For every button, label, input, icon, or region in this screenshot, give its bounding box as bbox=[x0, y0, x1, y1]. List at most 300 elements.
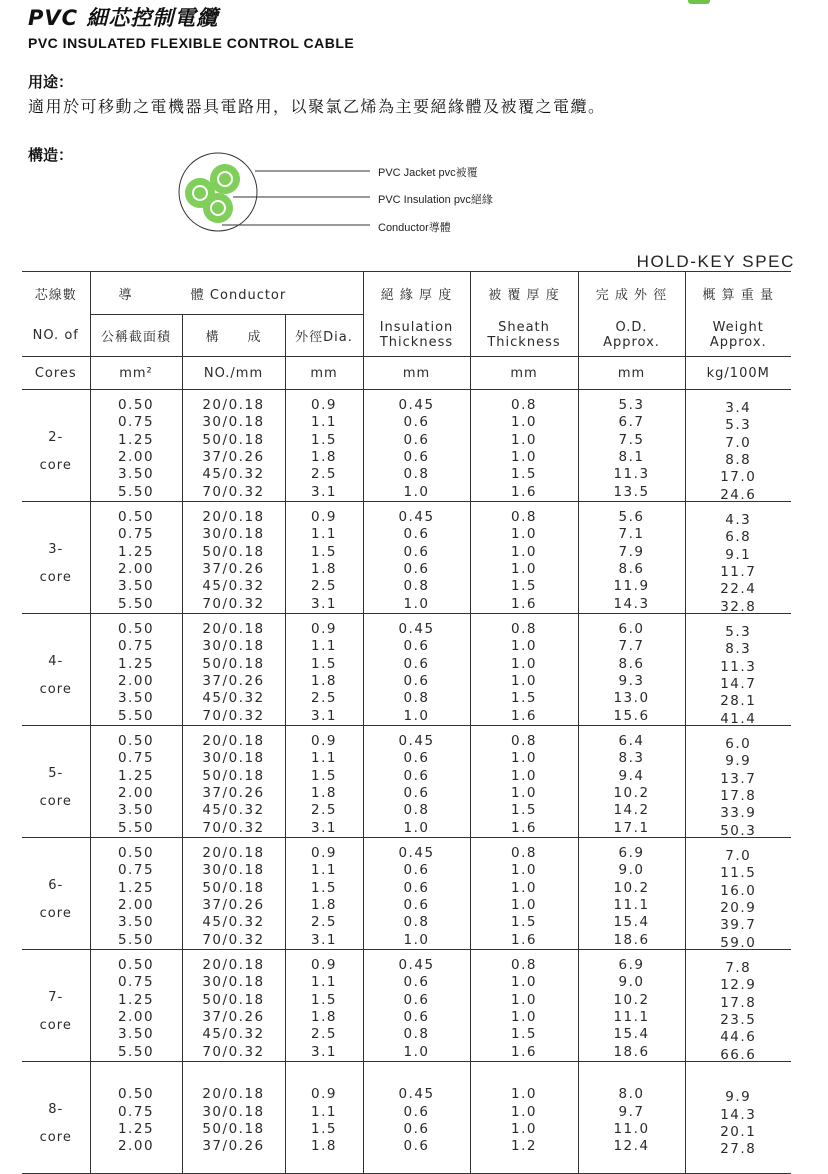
comp-value: 45/0.32 bbox=[202, 914, 265, 931]
weight-value: 13.7 bbox=[720, 770, 757, 787]
ins-value: 1.0 bbox=[403, 931, 430, 948]
comp-value: 70/0.32 bbox=[202, 483, 265, 500]
dia-value: 1.5 bbox=[311, 543, 337, 560]
sheath-value: 1.2 bbox=[511, 1138, 537, 1155]
weight-cell bbox=[685, 502, 791, 614]
weight-value: 8.8 bbox=[725, 452, 752, 468]
hdr-weight-en2: Approx. bbox=[709, 335, 767, 351]
ins-value: 0.6 bbox=[403, 1121, 430, 1137]
od-value: 6.7 bbox=[618, 414, 645, 431]
comp-value: 30/0.18 bbox=[202, 526, 265, 543]
sheath-value: 1.6 bbox=[511, 595, 537, 612]
weight-cell bbox=[685, 838, 791, 950]
size-value: 2.00 bbox=[117, 673, 155, 689]
weight-value: 17.8 bbox=[720, 994, 757, 1011]
weight-value: 9.1 bbox=[725, 546, 752, 563]
weight-value: 39.7 bbox=[720, 917, 757, 934]
size-value: 0.75 bbox=[117, 414, 155, 431]
core-3 bbox=[203, 193, 233, 223]
ins-value: 0.8 bbox=[403, 914, 430, 931]
comp-value: 20/0.18 bbox=[202, 509, 265, 526]
comp-value: 50/0.18 bbox=[202, 879, 265, 896]
ins-value: 0.6 bbox=[403, 897, 430, 913]
ins-value: 0.8 bbox=[403, 690, 430, 707]
od-value: 13.5 bbox=[613, 483, 650, 500]
od-cell bbox=[578, 502, 685, 614]
od-value: 10.2 bbox=[613, 879, 650, 896]
weight-value: 27.8 bbox=[720, 1141, 757, 1158]
ins-value: 0.6 bbox=[403, 785, 430, 801]
sheath-value: 0.8 bbox=[511, 397, 537, 414]
weight-value: 16.0 bbox=[720, 882, 757, 899]
header-row-1 bbox=[22, 272, 791, 315]
cores-cell bbox=[22, 950, 90, 1062]
dia-value: 1.5 bbox=[311, 767, 337, 784]
size-value: 1.25 bbox=[117, 1121, 155, 1137]
od-value: 18.6 bbox=[613, 931, 650, 948]
size-value: 5.50 bbox=[117, 931, 155, 948]
sheath-value: 1.5 bbox=[511, 1026, 537, 1043]
weight-value: 7.0 bbox=[725, 434, 752, 451]
comp-value: 37/0.26 bbox=[202, 561, 265, 577]
sheath-value: 1.0 bbox=[511, 785, 537, 801]
sheath-value: 1.5 bbox=[511, 578, 537, 595]
od-value: 7.7 bbox=[618, 638, 645, 655]
sheath-value: 1.5 bbox=[511, 914, 537, 931]
unit-cores: Cores bbox=[22, 357, 90, 390]
weight-cell bbox=[685, 614, 791, 726]
ins-value: 0.6 bbox=[403, 638, 430, 655]
weight-value: 44.6 bbox=[720, 1029, 757, 1046]
brand-label: HOLD-KEY SPEC bbox=[636, 252, 795, 271]
weight-cell bbox=[685, 390, 791, 502]
hdr-finish-en bbox=[578, 315, 685, 357]
comp-cell bbox=[182, 1062, 285, 1174]
weight-value: 11.3 bbox=[720, 658, 757, 675]
od-value: 9.0 bbox=[618, 862, 645, 879]
weight-value: 66.6 bbox=[720, 1046, 757, 1063]
sheath-value: 0.8 bbox=[511, 733, 537, 750]
hdr-finish-en1: O.D. bbox=[615, 320, 648, 336]
comp-value: 45/0.32 bbox=[202, 466, 265, 483]
dia-value: 1.8 bbox=[311, 897, 337, 913]
size-value: 1.25 bbox=[117, 991, 155, 1008]
weight-value: 41.4 bbox=[720, 710, 757, 727]
od-value: 8.3 bbox=[618, 750, 645, 767]
od-value: 11.1 bbox=[613, 897, 650, 913]
weight-value: 5.3 bbox=[725, 624, 752, 641]
weight-value: 4.3 bbox=[725, 512, 752, 529]
od-cell bbox=[578, 614, 685, 726]
size-value: 1.25 bbox=[117, 431, 155, 448]
sheath-value: 0.8 bbox=[511, 621, 537, 638]
callout-jacket: PVC Jacket pvc被覆 bbox=[378, 167, 478, 179]
comp-cell bbox=[182, 614, 285, 726]
cores-cell bbox=[22, 502, 90, 614]
dia-value: 3.1 bbox=[311, 483, 337, 500]
hdr-finish-en2: Approx. bbox=[603, 335, 660, 351]
weight-value: 20.9 bbox=[720, 900, 757, 916]
unit-composition: NO./mm bbox=[182, 357, 285, 390]
cores-number: 6- bbox=[48, 878, 64, 893]
hdr-cores-en: NO. of bbox=[32, 327, 79, 343]
cores-label: core bbox=[39, 1130, 72, 1145]
ins-value: 1.0 bbox=[403, 595, 430, 612]
dia-cell bbox=[285, 614, 363, 726]
comp-value: 70/0.32 bbox=[202, 595, 265, 612]
hdr-cores-zh: 芯線數 bbox=[34, 287, 77, 303]
dia-value: 0.9 bbox=[311, 845, 337, 862]
dia-value: 1.8 bbox=[311, 561, 337, 577]
hdr-conductor-zh: 導 bbox=[118, 287, 133, 303]
sheath-value: 1.0 bbox=[511, 750, 537, 767]
size-value: 0.75 bbox=[117, 862, 155, 879]
comp-cell bbox=[182, 390, 285, 502]
od-value: 6.9 bbox=[618, 957, 645, 974]
dia-value: 0.9 bbox=[311, 957, 337, 974]
size-value: 0.50 bbox=[117, 733, 155, 750]
dia-value: 1.1 bbox=[311, 862, 337, 879]
callout-insulation: PVC Insulation pvc絕緣 bbox=[378, 194, 493, 206]
cores-number: 4- bbox=[48, 654, 64, 669]
size-value: 0.50 bbox=[117, 1086, 155, 1103]
od-value: 5.3 bbox=[618, 397, 645, 414]
ins-value: 0.6 bbox=[403, 673, 430, 689]
size-value: 2.00 bbox=[117, 785, 155, 801]
dia-value: 1.5 bbox=[311, 1121, 337, 1137]
hdr-sheath-zh: 被 覆 厚 度 bbox=[470, 272, 578, 315]
usage-label: 用途： bbox=[28, 73, 74, 91]
comp-value: 20/0.18 bbox=[202, 733, 265, 750]
ins-value: 0.45 bbox=[398, 397, 435, 414]
cores-cell bbox=[22, 1062, 90, 1174]
core-2 bbox=[210, 164, 240, 194]
comp-value: 30/0.18 bbox=[202, 1103, 265, 1120]
weight-cell bbox=[685, 950, 791, 1062]
size-value: 5.50 bbox=[117, 483, 155, 500]
comp-value: 30/0.18 bbox=[202, 414, 265, 431]
sheath-value: 1.0 bbox=[511, 991, 537, 1008]
ins-value: 0.6 bbox=[403, 561, 430, 577]
od-value: 15.4 bbox=[613, 1026, 650, 1043]
sheath-value: 1.0 bbox=[511, 974, 537, 991]
sheath-value: 1.5 bbox=[511, 690, 537, 707]
callout-conductor: Conductor導體 bbox=[378, 222, 451, 234]
sheath-cell bbox=[470, 726, 578, 838]
comp-value: 50/0.18 bbox=[202, 543, 265, 560]
size-cell bbox=[90, 614, 182, 726]
sheath-value: 1.6 bbox=[511, 1043, 537, 1060]
sheath-value: 0.8 bbox=[511, 845, 537, 862]
weight-value: 11.5 bbox=[720, 865, 757, 882]
od-value: 6.0 bbox=[618, 621, 645, 638]
od-value: 7.9 bbox=[618, 543, 645, 560]
weight-value: 5.3 bbox=[725, 417, 752, 434]
cores-number: 5- bbox=[48, 766, 64, 781]
unit-sheath: mm bbox=[470, 357, 578, 390]
dia-value: 1.5 bbox=[311, 991, 337, 1008]
sheath-value: 1.0 bbox=[511, 561, 537, 577]
dia-value: 1.5 bbox=[311, 431, 337, 448]
hdr-ins-en1: Insulation bbox=[379, 320, 454, 336]
comp-value: 45/0.32 bbox=[202, 690, 265, 707]
od-value: 9.7 bbox=[618, 1103, 645, 1120]
size-value: 0.50 bbox=[117, 621, 155, 638]
dia-value: 1.8 bbox=[311, 1009, 337, 1025]
cores-number: 8- bbox=[48, 1102, 64, 1117]
ins-value: 0.45 bbox=[398, 733, 435, 750]
comp-value: 20/0.18 bbox=[202, 845, 265, 862]
cores-label: core bbox=[39, 794, 72, 809]
sheath-value: 1.0 bbox=[511, 526, 537, 543]
size-value: 0.50 bbox=[117, 397, 155, 414]
hdr-sheath-en bbox=[470, 315, 578, 357]
dia-value: 1.1 bbox=[311, 638, 337, 655]
ins-value: 1.0 bbox=[403, 1043, 430, 1060]
ins-value: 1.0 bbox=[403, 819, 430, 836]
dia-value: 3.1 bbox=[311, 595, 337, 612]
ins-value: 0.45 bbox=[398, 1086, 435, 1103]
cores-cell bbox=[22, 390, 90, 502]
size-value: 2.00 bbox=[117, 561, 155, 577]
od-value: 13.0 bbox=[613, 690, 650, 707]
dia-value: 1.8 bbox=[311, 1138, 337, 1155]
ins-value: 0.6 bbox=[403, 991, 430, 1008]
weight-value: 7.0 bbox=[725, 848, 752, 865]
structure-label: 構造： bbox=[28, 146, 74, 164]
dia-value: 0.9 bbox=[311, 733, 337, 750]
sheath-cell bbox=[470, 838, 578, 950]
size-value: 0.75 bbox=[117, 526, 155, 543]
ins-value: 0.6 bbox=[403, 655, 430, 672]
dia-value: 1.8 bbox=[311, 785, 337, 801]
weight-value: 59.0 bbox=[720, 934, 757, 951]
weight-value: 33.9 bbox=[720, 805, 757, 822]
ins-value: 0.6 bbox=[403, 879, 430, 896]
size-value: 3.50 bbox=[117, 466, 155, 483]
ins-cell bbox=[363, 502, 470, 614]
comp-value: 30/0.18 bbox=[202, 750, 265, 767]
cores-cell bbox=[22, 726, 90, 838]
sheath-value: 1.0 bbox=[511, 655, 537, 672]
dia-value: 2.5 bbox=[311, 466, 337, 483]
ins-value: 0.6 bbox=[403, 862, 430, 879]
ins-value: 0.6 bbox=[403, 431, 430, 448]
od-value: 11.3 bbox=[613, 466, 650, 483]
sheath-cell bbox=[470, 614, 578, 726]
od-value: 14.2 bbox=[613, 802, 650, 819]
sheath-cell bbox=[470, 502, 578, 614]
ins-value: 0.45 bbox=[398, 621, 435, 638]
comp-value: 45/0.32 bbox=[202, 578, 265, 595]
comp-cell bbox=[182, 950, 285, 1062]
dia-value: 2.5 bbox=[311, 690, 337, 707]
sheath-value: 1.0 bbox=[511, 1086, 537, 1103]
dia-value: 1.1 bbox=[311, 750, 337, 767]
ins-value: 0.6 bbox=[403, 543, 430, 560]
usage-text: 適用於可移動之電機器具電路用，以聚氯乙烯為主要絕緣體及被覆之電纜。 bbox=[28, 97, 606, 116]
size-value: 3.50 bbox=[117, 802, 155, 819]
dia-value: 1.5 bbox=[311, 655, 337, 672]
sheath-value: 1.6 bbox=[511, 931, 537, 948]
size-value: 0.75 bbox=[117, 750, 155, 767]
od-value: 9.0 bbox=[618, 974, 645, 991]
sheath-value: 0.8 bbox=[511, 509, 537, 526]
comp-value: 20/0.18 bbox=[202, 397, 265, 414]
sheath-value: 1.0 bbox=[511, 431, 537, 448]
ins-value: 0.6 bbox=[403, 750, 430, 767]
ins-value: 0.6 bbox=[403, 449, 430, 465]
od-value: 17.1 bbox=[613, 819, 650, 836]
weight-value: 24.6 bbox=[720, 486, 757, 503]
core-group-row bbox=[22, 950, 791, 1062]
dia-cell bbox=[285, 502, 363, 614]
hdr-od-dia: 外徑Dia. bbox=[285, 315, 363, 357]
size-value: 0.75 bbox=[117, 974, 155, 991]
dia-value: 0.9 bbox=[311, 509, 337, 526]
weight-value: 23.5 bbox=[720, 1012, 757, 1028]
od-value: 7.5 bbox=[618, 431, 645, 448]
od-cell bbox=[578, 838, 685, 950]
ins-cell bbox=[363, 390, 470, 502]
cores-label: core bbox=[39, 458, 72, 473]
sheath-value: 1.0 bbox=[511, 1121, 537, 1137]
sheath-cell bbox=[470, 1062, 578, 1174]
weight-value: 6.0 bbox=[725, 736, 752, 753]
sheath-cell bbox=[470, 390, 578, 502]
sheath-value: 1.6 bbox=[511, 707, 537, 724]
ins-value: 0.45 bbox=[398, 845, 435, 862]
size-value: 2.00 bbox=[117, 1009, 155, 1025]
size-value: 2.00 bbox=[117, 1138, 155, 1155]
accent-mark bbox=[688, 0, 710, 4]
size-value: 5.50 bbox=[117, 707, 155, 724]
core-group-row bbox=[22, 838, 791, 950]
hdr-weight-zh: 概 算 重 量 bbox=[685, 272, 791, 315]
weight-cell bbox=[685, 726, 791, 838]
ins-value: 0.6 bbox=[403, 974, 430, 991]
od-value: 15.4 bbox=[613, 914, 650, 931]
cores-label: core bbox=[39, 1018, 72, 1033]
comp-value: 37/0.26 bbox=[202, 897, 265, 913]
od-value: 14.3 bbox=[613, 595, 650, 612]
od-cell bbox=[578, 1062, 685, 1174]
cores-label: core bbox=[39, 682, 72, 697]
comp-cell bbox=[182, 502, 285, 614]
comp-value: 70/0.32 bbox=[202, 707, 265, 724]
ins-value: 0.6 bbox=[403, 526, 430, 543]
od-value: 11.0 bbox=[613, 1121, 650, 1137]
dia-value: 2.5 bbox=[311, 578, 337, 595]
ins-value: 0.45 bbox=[398, 509, 435, 526]
comp-value: 37/0.26 bbox=[202, 785, 265, 801]
comp-value: 70/0.32 bbox=[202, 819, 265, 836]
dia-value: 1.1 bbox=[311, 1103, 337, 1120]
cores-number: 2- bbox=[48, 430, 64, 445]
dia-value: 0.9 bbox=[311, 1086, 337, 1103]
core-group-row bbox=[22, 614, 791, 726]
comp-value: 37/0.26 bbox=[202, 1138, 265, 1155]
page-subtitle: PVC INSULATED FLEXIBLE CONTROL CABLE bbox=[28, 35, 355, 51]
od-value: 8.6 bbox=[618, 561, 645, 577]
weight-value: 50.3 bbox=[720, 822, 757, 839]
weight-value: 6.8 bbox=[725, 529, 752, 546]
comp-value: 50/0.18 bbox=[202, 655, 265, 672]
od-value: 12.4 bbox=[613, 1138, 650, 1155]
sheath-value: 1.0 bbox=[511, 449, 537, 465]
page-title: PVC 細芯控制電纜 bbox=[28, 6, 219, 30]
od-value: 8.6 bbox=[618, 655, 645, 672]
core-group-row bbox=[22, 726, 791, 838]
od-cell bbox=[578, 950, 685, 1062]
size-value: 1.25 bbox=[117, 655, 155, 672]
size-value: 1.25 bbox=[117, 543, 155, 560]
weight-value: 22.4 bbox=[720, 581, 757, 598]
hdr-ins-en2: Thickness bbox=[379, 335, 454, 351]
dia-value: 1.1 bbox=[311, 526, 337, 543]
od-value: 18.6 bbox=[613, 1043, 650, 1060]
sheath-value: 1.0 bbox=[511, 543, 537, 560]
weight-value: 14.7 bbox=[720, 676, 757, 692]
hdr-nominal: 公稱截面積 bbox=[90, 315, 182, 357]
ins-cell bbox=[363, 726, 470, 838]
od-cell bbox=[578, 726, 685, 838]
size-value: 0.50 bbox=[117, 957, 155, 974]
ins-cell bbox=[363, 838, 470, 950]
comp-value: 30/0.18 bbox=[202, 638, 265, 655]
ins-value: 0.45 bbox=[398, 957, 435, 974]
unit-ins: mm bbox=[363, 357, 470, 390]
sheath-value: 1.5 bbox=[511, 802, 537, 819]
comp-value: 20/0.18 bbox=[202, 957, 265, 974]
dia-value: 3.1 bbox=[311, 707, 337, 724]
ins-cell bbox=[363, 950, 470, 1062]
dia-value: 3.1 bbox=[311, 931, 337, 948]
hdr-sheath-en1: Sheath bbox=[498, 320, 550, 336]
od-value: 8.1 bbox=[618, 449, 645, 465]
size-value: 5.50 bbox=[117, 1043, 155, 1060]
od-value: 10.2 bbox=[613, 991, 650, 1008]
comp-value: 30/0.18 bbox=[202, 862, 265, 879]
unit-od: mm bbox=[578, 357, 685, 390]
od-value: 6.4 bbox=[618, 733, 645, 750]
od-cell bbox=[578, 390, 685, 502]
dia-value: 1.1 bbox=[311, 974, 337, 991]
sheath-value: 1.6 bbox=[511, 483, 537, 500]
dia-value: 1.1 bbox=[311, 414, 337, 431]
size-value: 2.00 bbox=[117, 897, 155, 913]
comp-value: 50/0.18 bbox=[202, 767, 265, 784]
weight-value: 12.9 bbox=[720, 977, 757, 994]
sheath-value: 0.8 bbox=[511, 957, 537, 974]
cores-cell bbox=[22, 614, 90, 726]
hdr-conductor-en: 體 Conductor bbox=[190, 287, 287, 303]
sheath-value: 1.0 bbox=[511, 673, 537, 689]
comp-value: 50/0.18 bbox=[202, 431, 265, 448]
weight-cell bbox=[685, 1062, 791, 1174]
size-value: 0.75 bbox=[117, 1103, 155, 1120]
hdr-composition: 構 成 bbox=[182, 315, 285, 357]
comp-value: 37/0.26 bbox=[202, 1009, 265, 1025]
sheath-value: 1.0 bbox=[511, 879, 537, 896]
comp-cell bbox=[182, 726, 285, 838]
ins-value: 0.6 bbox=[403, 1009, 430, 1025]
dia-value: 1.8 bbox=[311, 673, 337, 689]
hdr-ins-en bbox=[363, 315, 470, 357]
od-value: 9.4 bbox=[618, 767, 645, 784]
weight-value: 3.4 bbox=[725, 400, 752, 417]
comp-cell bbox=[182, 838, 285, 950]
